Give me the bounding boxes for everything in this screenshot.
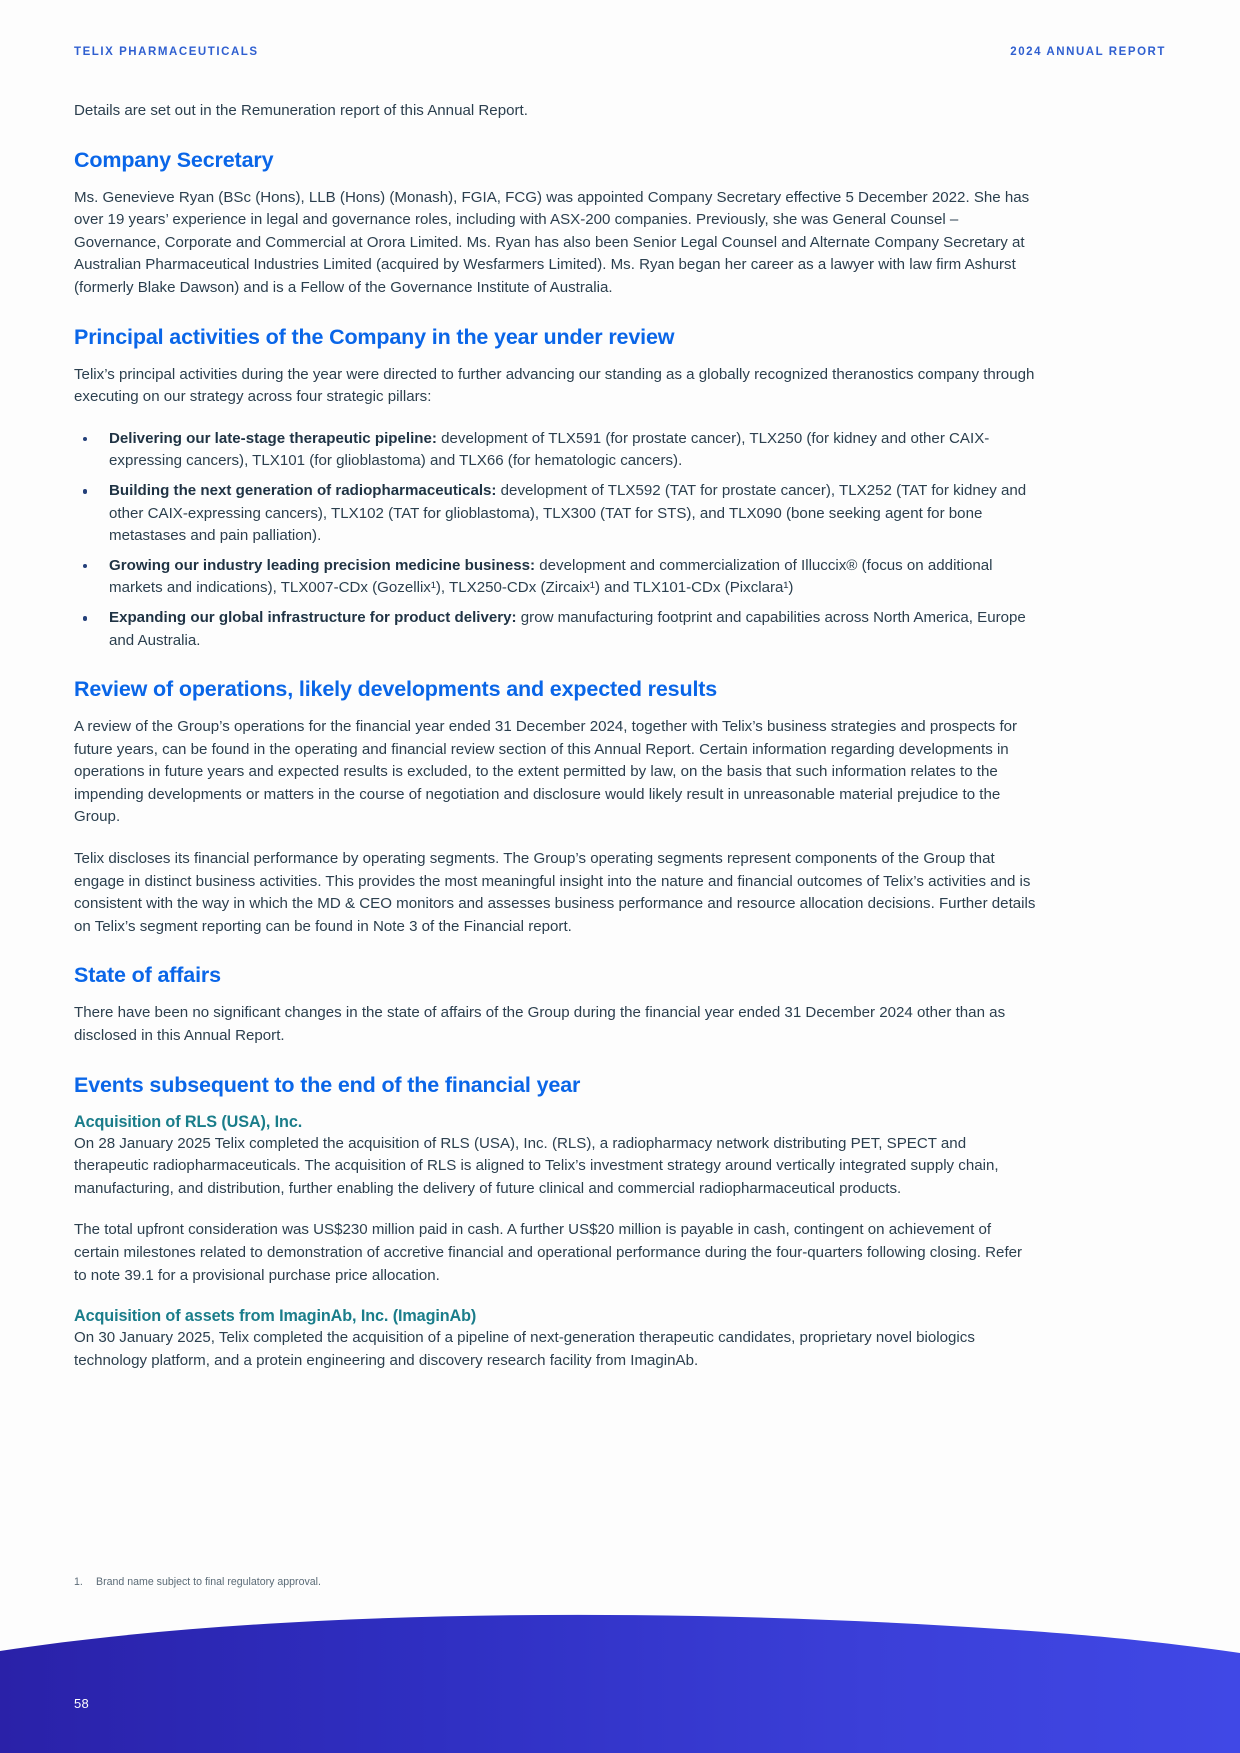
heading-company-secretary: Company Secretary: [74, 147, 274, 172]
footnote-row: [74, 1575, 974, 1590]
list-item: [74, 428, 1036, 473]
strategic-pillars-list: [74, 428, 1036, 652]
subheading-acquisition-rls: Acquisition of RLS (USA), Inc.: [74, 1112, 303, 1131]
header-brand: TELIX PHARMACEUTICALS: [74, 46, 259, 58]
paragraph-state-of-affairs: There have been no significant changes in the state of affairs of the Group during the financial year ended 31 December 2024 other than as disclosed in this Annual Report.: [74, 1004, 1006, 1045]
bullet-dot-icon: [83, 616, 87, 620]
bullet-dot-icon: [83, 489, 87, 493]
bullet-dot-icon: [83, 564, 87, 568]
paragraph-principal-activities: Telix’s principal activities during the year were directed to further advancing our standing as a globally recognized theranostics company through executing on our strategy across four strategic pillars:: [74, 365, 1035, 406]
bullet-text: development of TLX591 (for prostate cancer), TLX250 (for kidney and other CAIX-expressing cancers), TLX101 (for glioblastoma) and TLX66 (for hematologic cancers).: [109, 429, 990, 470]
paragraph-rls-2: The total upfront consideration was US$230 million paid in cash. A further US$20 million is payable in cash, contingent on achievement of certain milestones related to demonstration of accretive financial and operational performance during the four-quarters following closing. Refer to note 39.1 for a provisional purchase price allocation.: [74, 1221, 1023, 1284]
footnote-number: 1.: [74, 1576, 83, 1588]
page-content: [74, 100, 1036, 1372]
bullet-text: development and commercialization of Illuccix® (focus on additional markets and indications), TLX007-CDx (Gozellix¹), TLX250-CDx (Zircaix¹) and TLX101-CDx (Pixclara¹): [109, 556, 993, 597]
footnotes: [74, 1575, 974, 1590]
bullet-lead: Building the next generation of radiopharmaceuticals:: [109, 481, 497, 499]
list-item: [74, 555, 1036, 600]
paragraph-rls-1: On 28 January 2025 Telix completed the acquisition of RLS (USA), Inc. (RLS), a radiopharmacy network distributing PET, SPECT and therapeutic radiopharmaceuticals. The acquisition of RLS is aligned to Telix’s investment strategy around vertically integrated supply chain, manufacturing, and distribution, further enabling the delivery of future clinical and commercial radiopharmaceutical products.: [74, 1134, 999, 1197]
bullet-lead: Delivering our late-stage therapeutic pipeline:: [109, 429, 437, 447]
subheading-acquisition-imaginab: Acquisition of assets from ImaginAb, Inc. (ImaginAb): [74, 1307, 477, 1326]
bullet-text: grow manufacturing footprint and capabilities across North America, Europe and Australia.: [109, 608, 1026, 649]
bullet-dot-icon: [83, 437, 87, 441]
bullet-lead: Expanding our global infrastructure for product delivery:: [109, 608, 517, 626]
footnote-text: Brand name subject to final regulatory approval.: [96, 1576, 321, 1588]
footer-wave-graphic: [0, 1603, 1240, 1753]
heading-events-subsequent: Events subsequent to the end of the financial year: [74, 1072, 581, 1097]
page-number: 58: [74, 1696, 90, 1711]
header-report-title: 2024 ANNUAL REPORT: [1010, 46, 1166, 58]
list-item: [74, 607, 1036, 652]
running-header: [74, 46, 1166, 58]
paragraph-review-operations-2: Telix discloses its financial performance by operating segments. The Group’s operating segments represent components of the Group that engage in distinct business activities. This provides the most meaningful insight into the nature and financial outcomes of Telix’s activities and is consistent with the way in which the MD & CEO monitors and assesses business performance and resource allocation decisions. Further details on Telix’s segment reporting can be found in Note 3 of the Financial report.: [74, 850, 1036, 935]
paragraph-company-secretary: Ms. Genevieve Ryan (BSc (Hons), LLB (Hons) (Monash), FGIA, FCG) was appointed Company Secretary effective 5 December 2022. She has over 19 years’ experience in legal and governance roles, including with ASX-200 companies. Previously, she was General Counsel – Governance, Corporate and Commercial at Orora Limited. Ms. Ryan has also been Senior Legal Counsel and Alternate Company Secretary at Australian Pharmaceutical Industries Limited (acquired by Wesfarmers Limited). Ms. Ryan began her career as a lawyer with law firm Ashurst (formerly Blake Dawson) and is a Fellow of the Governance Institute of Australia.: [74, 188, 1030, 296]
heading-principal-activities: Principal activities of the Company in the year under review: [74, 324, 675, 349]
paragraph-review-operations-1: A review of the Group’s operations for the financial year ended 31 December 2024, together with Telix’s business strategies and prospects for future years, can be found in the operating and financial review section of this Annual Report. Certain information regarding developments in operations in future years and expected results is excluded, to the extent permitted by law, on the basis that such information relates to the impending developments or matters in the course of negotiation and disclosure would likely result in unreasonable material prejudice to the Group.: [74, 718, 1018, 826]
paragraph-imaginab: On 30 January 2025, Telix completed the acquisition of a pipeline of next-generation therapeutic candidates, proprietary novel biologics technology platform, and a protein engineering and discovery research facility from ImaginAb.: [74, 1329, 975, 1369]
intro-paragraph: Details are set out in the Remuneration report of this Annual Report.: [74, 102, 528, 119]
list-item: [74, 480, 1036, 548]
bullet-text: development of TLX592 (TAT for prostate cancer), TLX252 (TAT for kidney and other CAIX-expressing cancers), TLX102 (TAT for glioblastoma), TLX300 (TAT for STS), and TLX090 (bone seeking agent for bone metastases and pain palliation).: [109, 481, 1027, 545]
heading-review-of-operations: Review of operations, likely developments and expected results: [74, 677, 718, 702]
heading-state-of-affairs: State of affairs: [74, 963, 221, 988]
bullet-lead: Growing our industry leading precision medicine business:: [109, 556, 536, 574]
